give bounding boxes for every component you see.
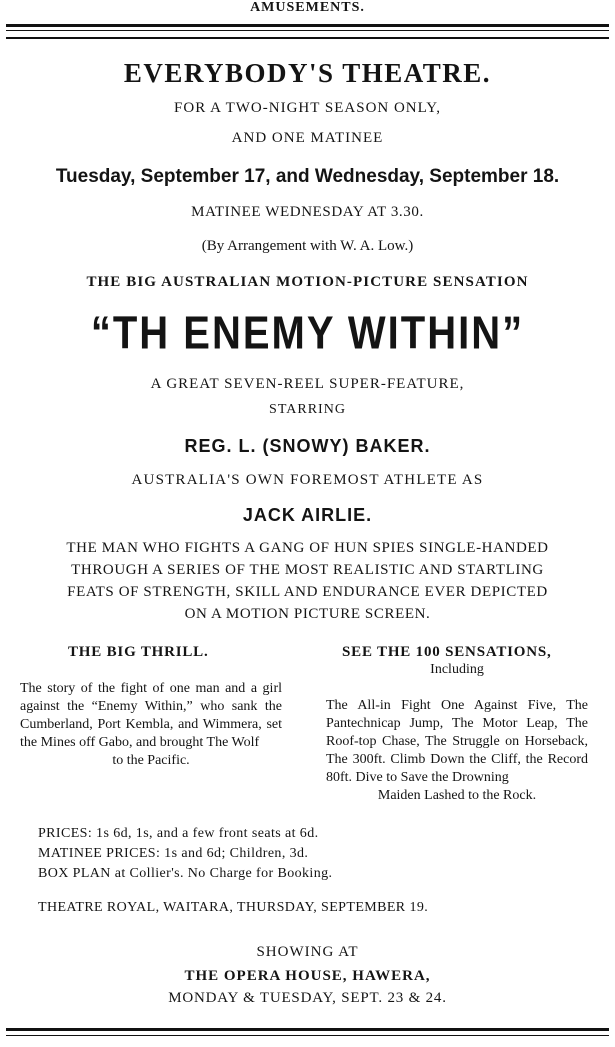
prices-line: PRICES: 1s 6d, 1s, and a few front seats at 6d.	[38, 826, 319, 841]
season-note: FOR A TWO-NIGHT SEASON ONLY,	[174, 100, 441, 116]
opera-house-line: THE OPERA HOUSE, HAWERA,	[184, 968, 431, 984]
hawera-dates: MONDAY & TUESDAY, SEPT. 23 & 24.	[168, 990, 447, 1006]
bottom-rule-thick	[6, 1028, 609, 1031]
starring-label: STARRING	[269, 402, 346, 417]
matinee-note: AND ONE MATINEE	[231, 130, 384, 146]
athlete-line: AUSTRALIA'S OWN FOREMOST ATHLETE AS	[131, 472, 484, 488]
arrangement-note: (By Arrangement with W. A. Low.)	[201, 238, 414, 254]
actor-name: REG. L. (SNOWY) BAKER.	[184, 436, 431, 456]
waitara-line: THEATRE ROYAL, WAITARA, THURSDAY, SEPTEMBER 19.	[38, 900, 429, 915]
sensations-heading: SEE THE 100 SENSATIONS,	[342, 644, 552, 660]
film-title: “TH ENEMY WITHIN”	[90, 308, 525, 359]
sensations-text	[326, 697, 588, 805]
top-rule-lower	[6, 37, 609, 39]
sensations-body: The All-in Fight One Against Five, The Pantechnicap Jump, The Motor Leap, The Roof-top Chase, The Struggle on Horseback, The 300ft. Climb Down the Cliff, the Record 80ft. Dive to Save the Drowning	[326, 698, 588, 785]
big-thrill-heading: THE BIG THRILL.	[68, 644, 209, 660]
description-line: THROUGH A SERIES OF THE MOST REALISTIC AND STARTLING	[71, 562, 544, 578]
theatre-name: EVERYBODY'S THEATRE.	[123, 58, 492, 88]
sensations-subheading: Including	[430, 662, 484, 677]
matinee-prices-line: MATINEE PRICES: 1s and 6d; Children, 3d.	[38, 846, 309, 861]
matinee-time: MATINEE WEDNESDAY AT 3.30.	[191, 204, 424, 220]
sensation-line: THE BIG AUSTRALIAN MOTION-PICTURE SENSATION	[86, 274, 529, 290]
bottom-rule-thin	[6, 1035, 609, 1036]
showing-label: SHOWING AT	[256, 944, 359, 960]
character-name: JACK AIRLIE.	[242, 505, 373, 525]
section-header: AMUSEMENTS.	[250, 0, 365, 15]
box-plan-line: BOX PLAN at Collier's. No Charge for Booking.	[38, 866, 333, 881]
big-thrill-end: to the Pacific.	[112, 753, 190, 768]
description-line: FEATS OF STRENGTH, SKILL AND ENDURANCE EVER DEPICTED	[67, 584, 548, 600]
sensations-end: Maiden Lashed to the Rock.	[377, 788, 537, 803]
top-rule-thin	[6, 30, 609, 31]
big-thrill-body: The story of the fight of one man and a girl against the “Enemy Within,” who sank the Cumberland, Port Kembla, and Wimmera, set the Mines off Gabo, and brought The Wolf	[20, 681, 282, 750]
description-line: ON A MOTION PICTURE SCREEN.	[184, 606, 431, 622]
big-thrill-text	[20, 680, 282, 770]
show-dates: Tuesday, September 17, and Wednesday, September 18.	[55, 166, 560, 187]
description-line: THE MAN WHO FIGHTS A GANG OF HUN SPIES SINGLE-HANDED	[66, 540, 549, 556]
feature-line: A GREAT SEVEN-REEL SUPER-FEATURE,	[150, 376, 465, 392]
top-rule-thick	[6, 24, 609, 27]
